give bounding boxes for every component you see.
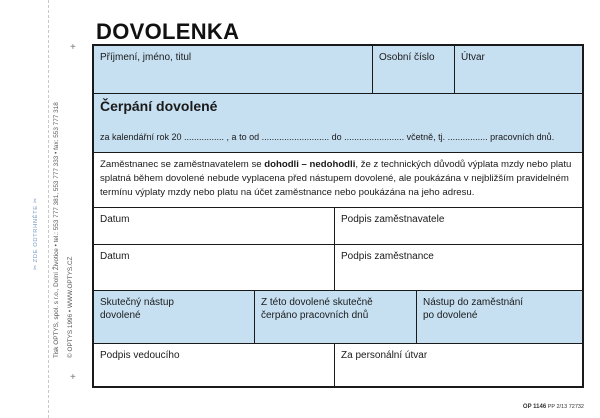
department-label: Útvar: [461, 52, 485, 63]
print-code: PP 2/13 72732: [547, 404, 584, 410]
registration-mark: +: [70, 42, 76, 53]
employee-signature-row: [94, 245, 582, 291]
employer-signature-field[interactable]: [334, 208, 582, 244]
return-to-work-label: Nástup do zaměstnání po dovolené: [423, 297, 524, 321]
tear-here-text: ✂ ZDE ODTRHNĚTE ✂: [33, 197, 39, 270]
date-field-1[interactable]: [94, 208, 334, 244]
personal-number-field[interactable]: [372, 46, 454, 93]
leave-period-line[interactable]: za kalendářní rok 20 ................ , a to od ........................... do ........................ včetně, tj. ................ pracovních dnů.: [100, 132, 555, 142]
manager-signature-label: Podpis vedoucího: [100, 350, 180, 361]
personal-number-label: Osobní číslo: [379, 52, 435, 63]
leave-section-title: Čerpání dovolené: [100, 98, 218, 114]
agreement-row: [94, 153, 582, 208]
employee-name-field[interactable]: [94, 46, 372, 93]
department-field[interactable]: [454, 46, 582, 93]
actual-start-field[interactable]: [94, 291, 254, 343]
printer-info: Tisk OPTYS, spol. s r.o., Dolní Životice • tel.: 553 777 381, 553 777 333 • fax: 553 777 318: [53, 102, 60, 358]
employee-info-row: [94, 46, 582, 94]
agreement-text-start: Zaměstnanec se zaměstnavatelem se: [100, 159, 265, 170]
leave-form: [92, 44, 584, 388]
agreement-text: [100, 158, 578, 200]
hr-department-field[interactable]: [334, 344, 582, 386]
date-field-2[interactable]: [94, 245, 334, 290]
form-code: [523, 404, 584, 410]
hr-department-label: Za personální útvar: [341, 350, 428, 361]
form-title: DOVOLENKA: [96, 19, 240, 44]
actual-leave-row: [94, 291, 582, 344]
product-code: OP 1146: [522, 404, 547, 410]
agreement-choice[interactable]: dohodli – nedohodli: [264, 159, 356, 170]
manager-signature-field[interactable]: [94, 344, 334, 386]
actual-start-label: Skutečný nástup dovolené: [100, 297, 174, 321]
employer-signature-label: Podpis zaměstnavatele: [341, 214, 445, 225]
days-taken-label: Z této dovolené skutečně čerpáno pracovních dnů: [261, 297, 373, 321]
employee-signature-label: Podpis zaměstnance: [341, 251, 434, 262]
leave-section: [94, 94, 582, 153]
employer-signature-row: [94, 208, 582, 245]
perforation-line: [48, 0, 49, 418]
employee-signature-field[interactable]: [334, 245, 582, 290]
approval-row: [94, 344, 582, 386]
registration-mark: +: [70, 372, 76, 383]
perforated-margin: [0, 0, 82, 418]
copyright-info: © OPTYS 1996 • WWW.OPTYS.CZ: [67, 256, 74, 358]
return-to-work-field[interactable]: [416, 291, 582, 343]
date-label: Datum: [100, 214, 130, 225]
days-taken-field[interactable]: [254, 291, 416, 343]
employee-name-label: Příjmení, jméno, titul: [100, 52, 192, 63]
agreement-text-end: , že z technických důvodů výplata mzdy nebo platu splatná během dovolené nebude vyplacena před nástupem dovolené, ale poukázána v nejbližším pravidelném termínu výplaty mzdy nebo platu na účet zaměstnance nebo poukázána na jeho adresu.: [100, 159, 572, 198]
date-label: Datum: [100, 251, 130, 262]
